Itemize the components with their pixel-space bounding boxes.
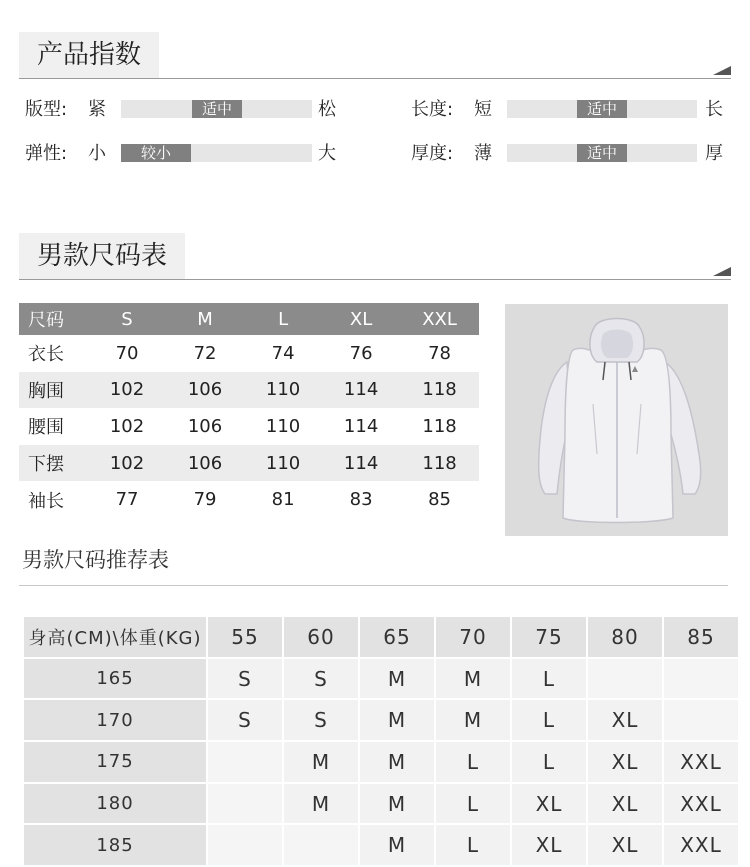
weight-header-cell: 70 (436, 617, 510, 657)
index-low: 薄 (474, 143, 492, 164)
weight-header-cell: 65 (360, 617, 434, 657)
jacket-illustration (505, 304, 728, 536)
index-marker: 适中 (577, 100, 627, 118)
table-cell: 110 (265, 415, 301, 437)
weight-header-cell: 75 (512, 617, 586, 657)
table-cell: 102 (88, 372, 166, 409)
section-divider (19, 78, 731, 79)
table-cell: 106 (166, 372, 244, 409)
size-cell: XXL (664, 825, 738, 865)
table-row (24, 700, 738, 740)
size-cell: S (284, 659, 358, 699)
table-cell: 106 (187, 415, 223, 437)
section-divider (19, 279, 731, 280)
size-cell: M (360, 700, 434, 740)
table-cell: 78 (428, 342, 452, 364)
corner-header: 身高(CM)\体重(KG) (24, 617, 206, 657)
index-low: 小 (88, 143, 106, 164)
size-cell: XL (512, 784, 586, 824)
size-chart-table (19, 303, 479, 518)
index-bar (507, 100, 697, 118)
table-row (24, 784, 738, 824)
size-cell: L (436, 742, 510, 782)
table-row (24, 825, 738, 865)
size-cell: M (436, 659, 510, 699)
height-cell: 175 (24, 742, 206, 782)
size-section-header (19, 233, 731, 291)
table-cell: 102 (88, 445, 166, 482)
size-cell (588, 659, 662, 699)
size-cell: XL (588, 784, 662, 824)
height-cell: 165 (24, 659, 206, 699)
triangle-icon (713, 267, 731, 276)
size-cell: XL (588, 825, 662, 865)
size-header-cell: XL (322, 303, 400, 335)
index-marker: 适中 (192, 100, 242, 118)
index-bar (121, 144, 312, 162)
size-cell: L (512, 742, 586, 782)
size-cell: L (512, 700, 586, 740)
weight-header-row (24, 617, 738, 657)
table-cell: 110 (244, 445, 322, 482)
size-cell: M (284, 784, 358, 824)
size-cell (664, 700, 738, 740)
size-cell: XL (512, 825, 586, 865)
size-cell: M (360, 659, 434, 699)
index-bar (121, 100, 312, 118)
table-cell: 118 (422, 415, 457, 437)
size-cell: S (208, 700, 282, 740)
index-label: 厚度: (411, 143, 454, 164)
size-recommendation-table (22, 615, 740, 867)
size-cell: M (360, 784, 434, 824)
row-label: 下摆 (19, 445, 88, 482)
size-header-cell: M (166, 303, 244, 335)
size-cell (284, 825, 358, 865)
table-cell: 110 (244, 372, 322, 409)
table-cell: 114 (343, 415, 379, 437)
size-cell: M (360, 825, 434, 865)
index-bar (507, 144, 697, 162)
recommend-section-title: 男款尺码推荐表 (22, 548, 169, 572)
size-cell: M (284, 742, 358, 782)
size-cell: S (208, 659, 282, 699)
index-high: 大 (318, 143, 336, 164)
index-label: 长度: (411, 99, 454, 120)
table-cell: 70 (115, 342, 139, 364)
table-row (19, 408, 479, 445)
table-cell: 118 (400, 372, 479, 409)
index-high: 长 (705, 99, 723, 120)
size-header-cell: 尺码 (19, 303, 88, 335)
size-cell (208, 784, 282, 824)
index-low: 紧 (88, 99, 106, 120)
index-marker: 适中 (577, 144, 627, 162)
index-low: 短 (474, 99, 492, 120)
table-row (19, 335, 479, 372)
table-cell: 74 (271, 342, 295, 364)
weight-header-cell: 60 (284, 617, 358, 657)
table-cell: 118 (400, 445, 479, 482)
index-label: 弹性: (25, 143, 68, 164)
product-photo (505, 304, 728, 536)
size-cell (208, 742, 282, 782)
size-cell: S (284, 700, 358, 740)
size-section-title: 男款尺码表 (19, 233, 185, 279)
index-marker: 较小 (121, 144, 191, 162)
index-section-header (19, 32, 731, 90)
weight-header-cell: 85 (664, 617, 738, 657)
table-row (24, 659, 738, 699)
size-cell: L (436, 784, 510, 824)
height-cell: 170 (24, 700, 206, 740)
index-label: 版型: (25, 99, 68, 120)
index-high: 松 (318, 99, 336, 120)
table-cell: 72 (193, 342, 217, 364)
height-cell: 185 (24, 825, 206, 865)
table-cell: 102 (109, 415, 145, 437)
size-cell: M (360, 742, 434, 782)
size-header-cell: XXL (400, 303, 479, 335)
table-cell: 83 (349, 489, 373, 511)
size-cell: XXL (664, 742, 738, 782)
row-label: 腰围 (28, 417, 64, 439)
table-cell: 114 (322, 445, 400, 482)
section-divider (19, 585, 728, 586)
size-cell (208, 825, 282, 865)
size-header-cell: L (244, 303, 322, 335)
height-cell: 180 (24, 784, 206, 824)
size-cell: L (436, 825, 510, 865)
table-cell: 106 (166, 445, 244, 482)
table-row (24, 742, 738, 782)
row-label: 胸围 (19, 372, 88, 409)
table-cell: 76 (349, 342, 373, 364)
triangle-icon (713, 66, 731, 75)
weight-header-cell: 80 (588, 617, 662, 657)
index-high: 厚 (705, 143, 723, 164)
size-cell: M (436, 700, 510, 740)
size-cell: XXL (664, 784, 738, 824)
size-cell (664, 659, 738, 699)
size-cell: XL (588, 700, 662, 740)
size-cell: XL (588, 742, 662, 782)
table-row (19, 445, 479, 482)
table-cell: 85 (428, 489, 452, 511)
table-row (19, 481, 479, 518)
size-header-cell: S (88, 303, 166, 335)
row-label: 袖长 (28, 490, 64, 512)
table-cell: 114 (322, 372, 400, 409)
index-section-title: 产品指数 (19, 32, 159, 78)
size-cell: L (512, 659, 586, 699)
table-cell: 79 (193, 489, 217, 511)
row-label: 衣长 (28, 344, 64, 366)
table-cell: 81 (271, 489, 295, 511)
weight-header-cell: 55 (208, 617, 282, 657)
table-cell: 77 (115, 489, 139, 511)
table-row (19, 372, 479, 409)
size-header-row (19, 303, 479, 335)
